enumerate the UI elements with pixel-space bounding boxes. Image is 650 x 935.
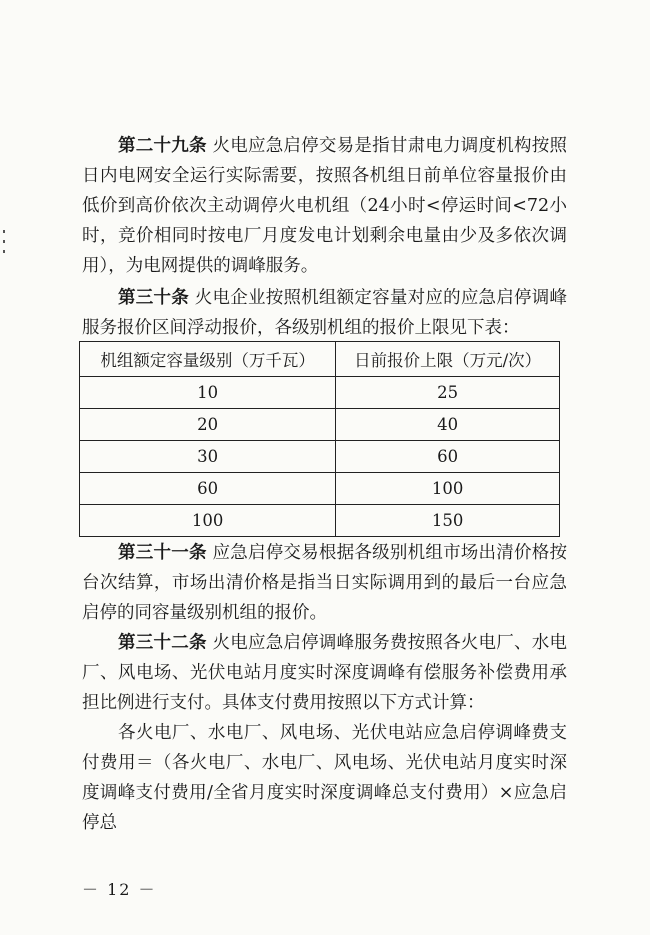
article-31-lead: 第三十一条 <box>118 543 207 563</box>
article-31 <box>82 538 567 628</box>
table-row <box>80 505 560 537</box>
table-header-row <box>80 342 560 377</box>
table-header-capacity: 机组额定容量级别（万千瓦） <box>80 342 336 377</box>
page-number: － 12 － <box>82 880 157 899</box>
table-cell-price: 25 <box>336 377 560 409</box>
article-31-text: 应急启停交易根据各级别机组市场出清价格按台次结算，市场出清价格是指当日实际调用到的最后一台应急启停的同容量级别机组的报价。 <box>82 543 567 623</box>
table-cell-price: 150 <box>336 505 560 537</box>
fee-formula: 各火电厂、水电厂、风电场、光伏电站应急启停调峰费支付费用＝（各火电厂、水电厂、风电场、光伏电站月度实时深度调峰支付费用/全省月度实时深度调峰总支付费用）×应急启停总 <box>82 723 567 833</box>
table-cell-capacity: 20 <box>80 409 336 441</box>
article-29 <box>82 131 567 281</box>
article-30 <box>82 283 567 343</box>
table-row <box>80 441 560 473</box>
table-row <box>80 473 560 505</box>
binding-mark <box>3 240 5 243</box>
binding-mark <box>3 250 5 253</box>
table-cell-price: 100 <box>336 473 560 505</box>
article-29-text: 火电应急启停交易是指甘肃电力调度机构按照日内电网安全运行实际需要，按照各机组日前单位容量报价由低价到高价依次主动调停火电机组（24小时<停运时间<72小时，竞价相同时按电厂月度发电计划剩余电量由少及多依次调用），为电网提供的调峰服务。 <box>82 136 567 276</box>
article-30-lead: 第三十条 <box>118 288 189 308</box>
article-32-lead: 第三十二条 <box>118 633 207 653</box>
table-cell-capacity: 30 <box>80 441 336 473</box>
article-32-text: 火电应急启停调峰服务费按照各火电厂、水电厂、风电场、光伏电站月度实时深度调峰有偿服务补偿费用承担比例进行支付。具体支付费用按照以下方式计算： <box>82 633 567 713</box>
table-cell-capacity: 100 <box>80 505 336 537</box>
table-row <box>80 409 560 441</box>
table-cell-capacity: 10 <box>80 377 336 409</box>
article-32 <box>82 628 567 718</box>
table-cell-price: 60 <box>336 441 560 473</box>
table-cell-price: 40 <box>336 409 560 441</box>
table-row <box>80 377 560 409</box>
price-cap-table <box>79 341 560 537</box>
binding-mark <box>3 230 5 233</box>
article-30-text: 火电企业按照机组额定容量对应的应急启停调峰服务报价区间浮动报价，各级别机组的报价上限见下表： <box>82 288 568 338</box>
table-header-price-cap: 日前报价上限（万元/次） <box>336 342 560 377</box>
article-29-lead: 第二十九条 <box>118 136 207 156</box>
table-cell-capacity: 60 <box>80 473 336 505</box>
